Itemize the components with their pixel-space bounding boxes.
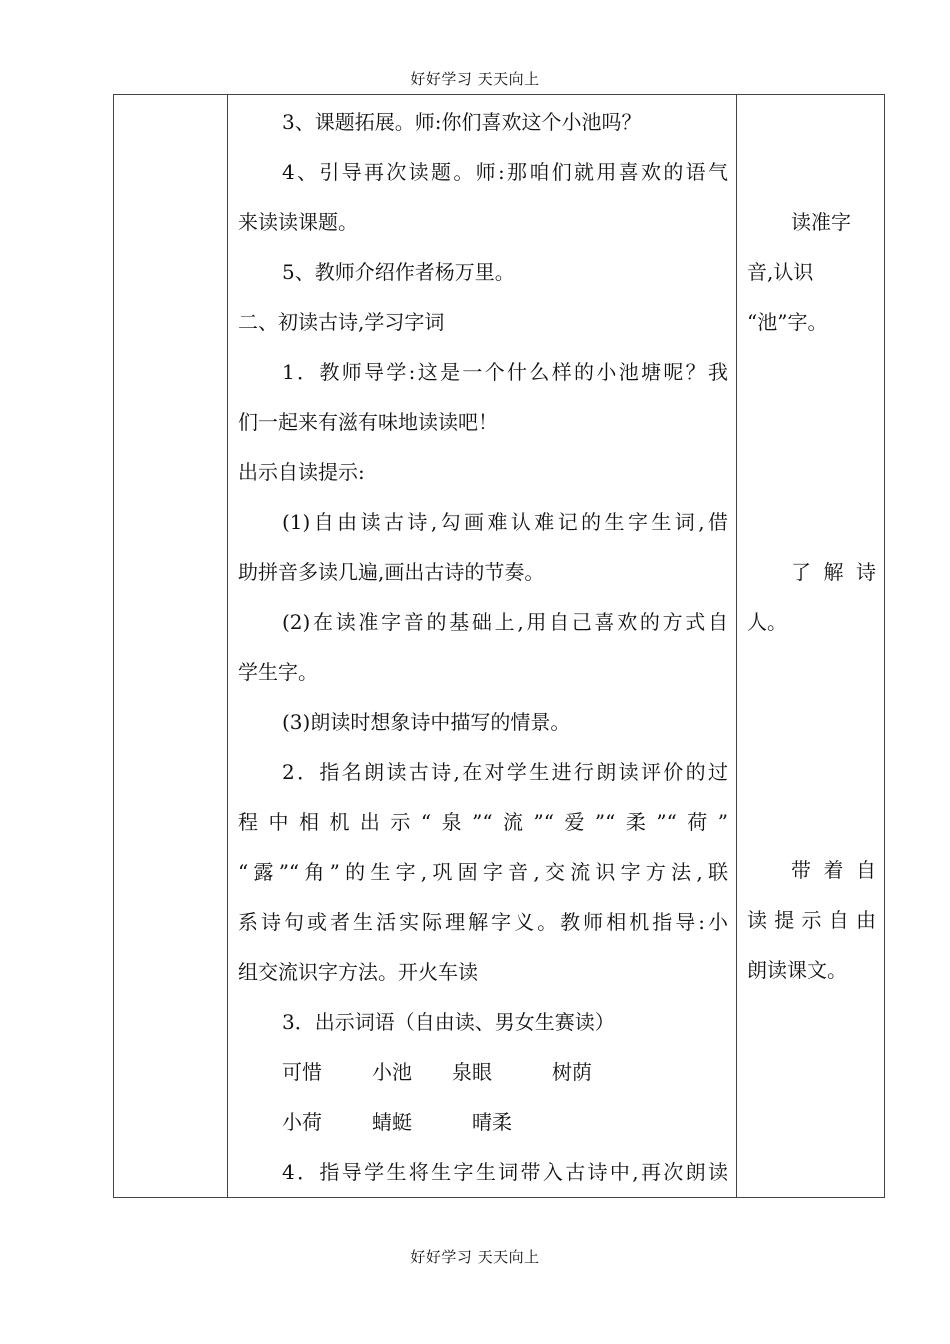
note-line: 读准字	[791, 210, 851, 234]
vocab-word: 可惜	[282, 1060, 322, 1084]
note-line: 人。	[747, 610, 787, 634]
margin-note	[747, 197, 876, 347]
vocab-word: 蜻蜓	[372, 1110, 412, 1134]
text-line: 1．教师导学:这是一个什么样的小池塘呢？我	[282, 360, 728, 384]
text-line: 3、课题拓展。师:你们喜欢这个小池吗？	[282, 110, 642, 134]
text-line: 3．出示词语（自由读、男女生赛读）	[282, 1010, 615, 1034]
text-line: 4、引导再次读题。师:那咱们就用喜欢的语气	[282, 160, 728, 184]
text-line: 来读读课题。	[238, 210, 358, 234]
teaching-process-cell	[228, 95, 737, 1198]
note-line: 了 解 诗	[791, 560, 876, 584]
design-intent-cell	[737, 95, 885, 1198]
vocab-word: 树荫	[552, 1060, 592, 1084]
text-line: 2．指名朗读古诗,在对学生进行朗读评价的过	[282, 760, 728, 784]
text-line: 学生字。	[238, 660, 318, 684]
text-line: (2)在读准字音的基础上,用自己喜欢的方式自	[282, 610, 728, 634]
note-line: 音,认识	[747, 260, 814, 284]
vocab-word: 晴柔	[472, 1110, 512, 1134]
margin-note	[747, 547, 876, 647]
text-line: “露”“角”的生字,巩固字音,交流识字方法,联	[238, 860, 728, 884]
page-footer: 好好学习 天天向上	[410, 1248, 540, 1266]
note-line: 朗读课文。	[747, 958, 847, 982]
vocab-word: 小荷	[282, 1110, 322, 1134]
vocab-word: 泉眼	[452, 1060, 492, 1084]
text-line: 程中相机出示“泉”“流”“爱”“柔”“荷”	[238, 810, 728, 834]
margin-note	[747, 845, 876, 995]
text-line: (1)自由读古诗,勾画难认难记的生字生词,借	[282, 510, 728, 534]
lesson-plan-table	[113, 94, 885, 1198]
word-list-row	[238, 1097, 728, 1147]
page-header: 好好学习 天天向上	[410, 70, 540, 88]
text-line: 5、教师介绍作者杨万里。	[282, 260, 515, 284]
note-line: “池”字。	[747, 310, 828, 334]
text-line: (3)朗读时想象诗中描写的情景。	[282, 710, 571, 734]
left-empty-cell	[114, 95, 228, 1198]
vocab-word: 小池	[372, 1060, 412, 1084]
text-line: 助拼音多读几遍,画出古诗的节奏。	[238, 560, 545, 584]
text-line: 4．指导学生将生字生词带入古诗中,再次朗读	[282, 1160, 728, 1184]
word-list-row	[238, 1047, 728, 1097]
text-line: 组交流识字方法。开火车读	[238, 960, 478, 984]
section-heading: 二、初读古诗,学习字词	[238, 310, 445, 334]
note-line: 带 着 自	[791, 858, 876, 882]
text-line: 系诗句或者生活实际理解字义。教师相机指导:小	[238, 910, 728, 934]
text-line: 们一起来有滋有味地读读吧！	[238, 410, 498, 434]
table-row	[114, 95, 885, 1198]
text-line: 出示自读提示:	[238, 460, 365, 484]
note-line: 读 提 示 自 由	[747, 908, 876, 932]
